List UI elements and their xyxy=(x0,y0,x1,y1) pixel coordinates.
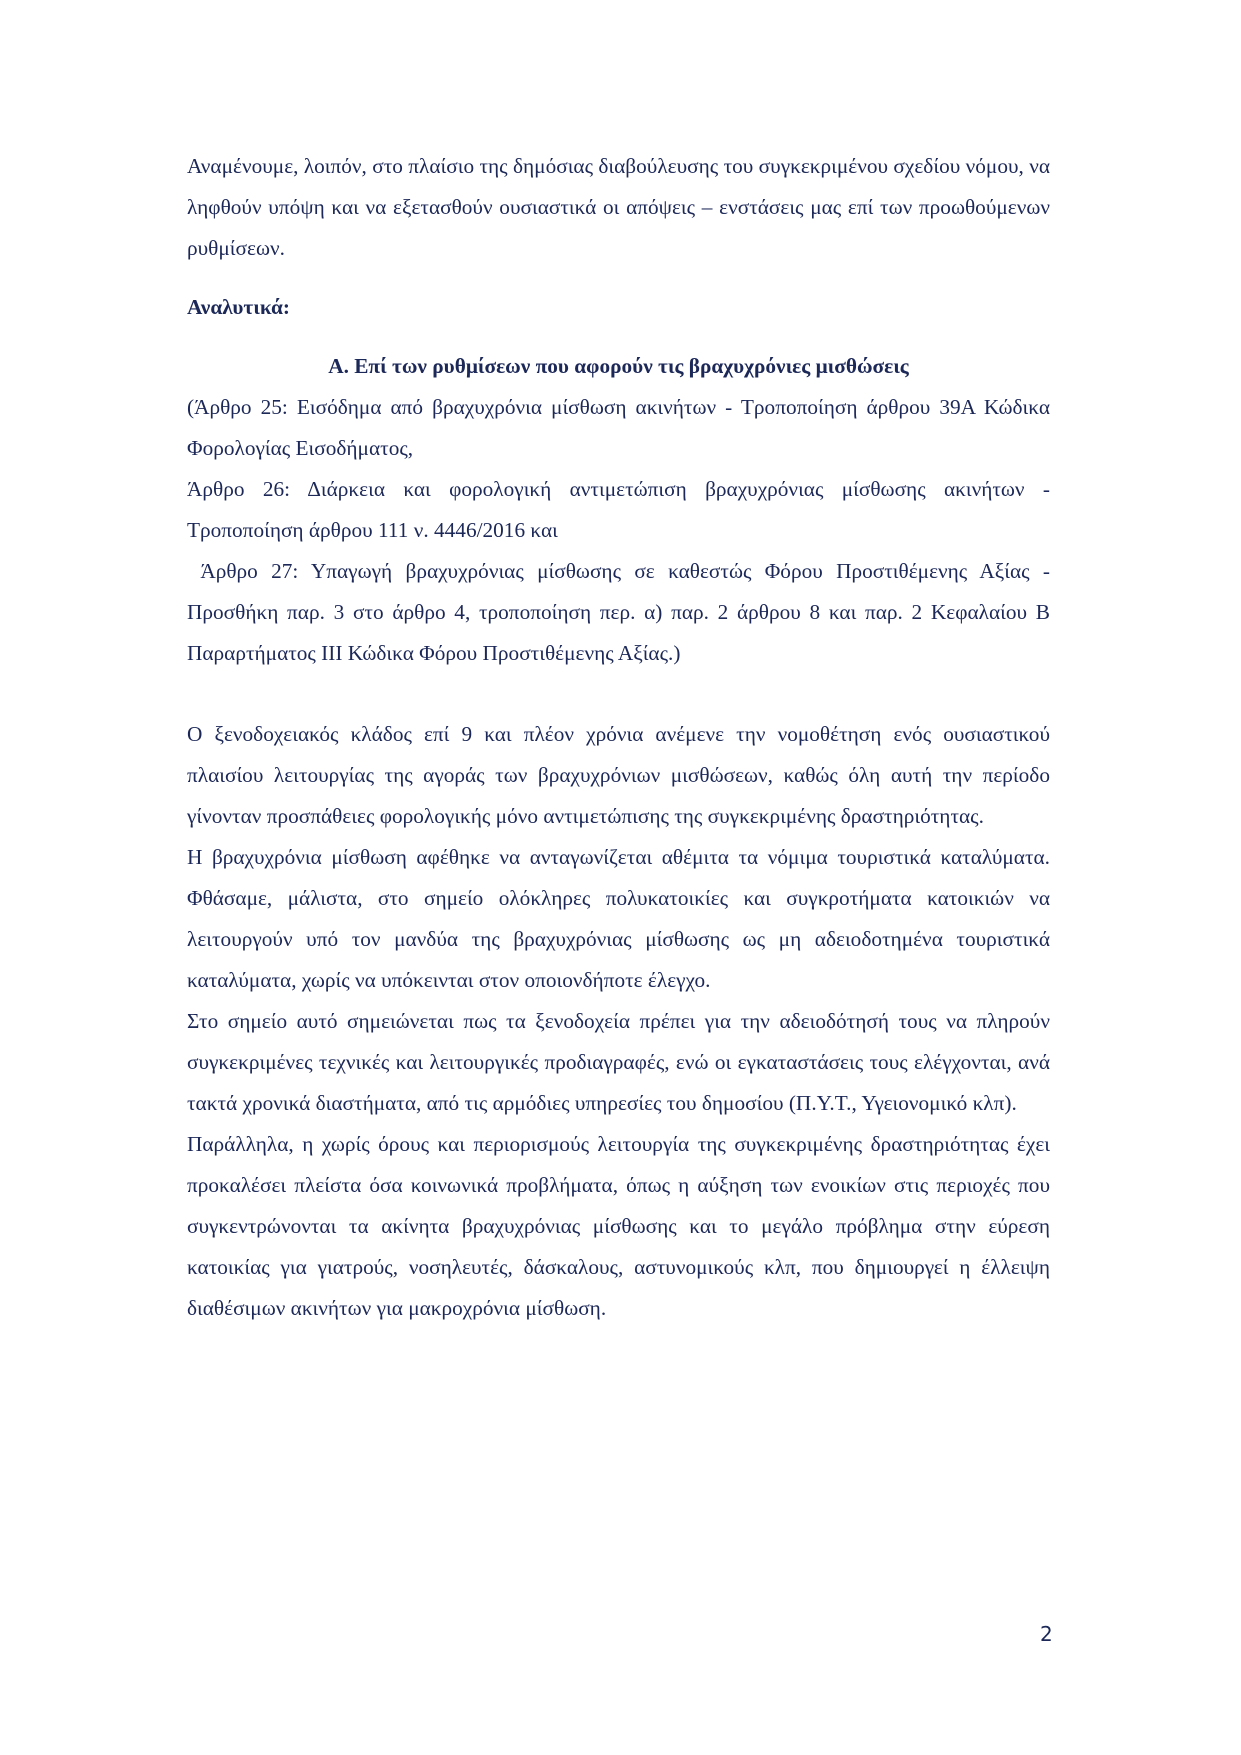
article-26-reference: Άρθρο 26: Διάρκεια και φορολογική αντιμετώπιση βραχυχρόνιας μίσθωσης ακινήτων - Τροποποίηση άρθρου 111 ν. 4446/2016 και xyxy=(187,477,1050,542)
section-a-title: Α. Επί των ρυθμίσεων που αφορούν τις βραχυχρόνιες μισθώσεις xyxy=(328,354,909,378)
analytics-heading: Αναλυτικά: xyxy=(187,295,291,319)
article-27-reference: Άρθρο 27: Υπαγωγή βραχυχρόνιας μίσθωσης σε καθεστώς Φόρου Προστιθέμενης Αξίας - Προσθήκη παρ. 3 στο άρθρο 4, τροποποίηση περ. α) παρ. 2 άρθρου 8 και παρ. 2 Κεφαλαίου Β Παραρτήματος ΙΙΙ Κώδικα Φόρου Προστιθέμενης Αξίας.) xyxy=(187,559,1056,665)
body-paragraph: Η βραχυχρόνια μίσθωση αφέθηκε να ανταγωνίζεται αθέμιτα τα νόμιμα τουριστικά καταλύματα. Φθάσαμε, μάλιστα, στο σημείο ολόκληρες πολυκατοικίες και συγκροτήματα κατοικιών να λειτουργούν υπό τον μανδύα της βραχυχρόνιας μίσθωσης ως μη αδειοδοτημένα τουριστικά καταλύματα, χωρίς να υπόκεινται στον οποιονδήποτε έλεγχο. xyxy=(187,845,1050,992)
spacer xyxy=(187,269,1050,287)
intro-paragraph: Αναμένουμε, λοιπόν, στο πλαίσιο της δημόσιας διαβούλευσης του συγκεκριμένου σχεδίου νόμου, να ληφθούν υπόψη και να εξετασθούν ουσιαστικά οι απόψεις – ενστάσεις μας επί των προωθούμενων ρυθμίσεων. xyxy=(187,154,1050,260)
page-content xyxy=(187,146,1056,1329)
spacer xyxy=(187,328,1050,346)
article-25-reference: (Άρθρο 25: Εισόδημα από βραχυχρόνια μίσθωση ακινήτων - Τροποποίηση άρθρου 39Α Κώδικα Φορολογίας Εισοδήματος, xyxy=(187,395,1050,460)
page-number: 2 xyxy=(1040,1622,1053,1646)
body-paragraph: Παράλληλα, η χωρίς όρους και περιορισμούς λειτουργία της συγκεκριμένης δραστηριότητας έχει προκαλέσει πλείστα όσα κοινωνικά προβλήματα, όπως η αύξηση των ενοικίων στις περιοχές που συγκεντρώνονται τα ακίνητα βραχυχρόνιας μίσθωσης και το μεγάλο πρόβλημα στην εύρεση κατοικίας για γιατρούς, νοσηλευτές, δάσκαλους, αστυνομικούς κλπ, που δημιουργεί η έλλειψη διαθέσιμων ακινήτων για μακροχρόνια μίσθωση. xyxy=(187,1132,1050,1320)
body-paragraph: Στο σημείο αυτό σημειώνεται πως τα ξενοδοχεία πρέπει για την αδειοδότησή τους να πληρούν συγκεκριμένες τεχνικές και λειτουργικές προδιαγραφές, ενώ οι εγκαταστάσεις τους ελέγχονται, ανά τακτά χρονικά διαστήματα, από τις αρμόδιες υπηρεσίες του δημοσίου (Π.Υ.Τ., Υγειονομικό κλπ). xyxy=(187,1009,1050,1115)
spacer xyxy=(187,674,1050,714)
body-paragraph: Ο ξενοδοχειακός κλάδος επί 9 και πλέον χρόνια ανέμενε την νομοθέτηση ενός ουσιαστικού πλαισίου λειτουργίας της αγοράς των βραχυχρόνιων μισθώσεων, καθώς όλη αυτή την περίοδο γίνονταν προσπάθειες φορολογικής μόνο αντιμετώπισης της συγκεκριμένης δραστηριότητας. xyxy=(187,722,1050,828)
